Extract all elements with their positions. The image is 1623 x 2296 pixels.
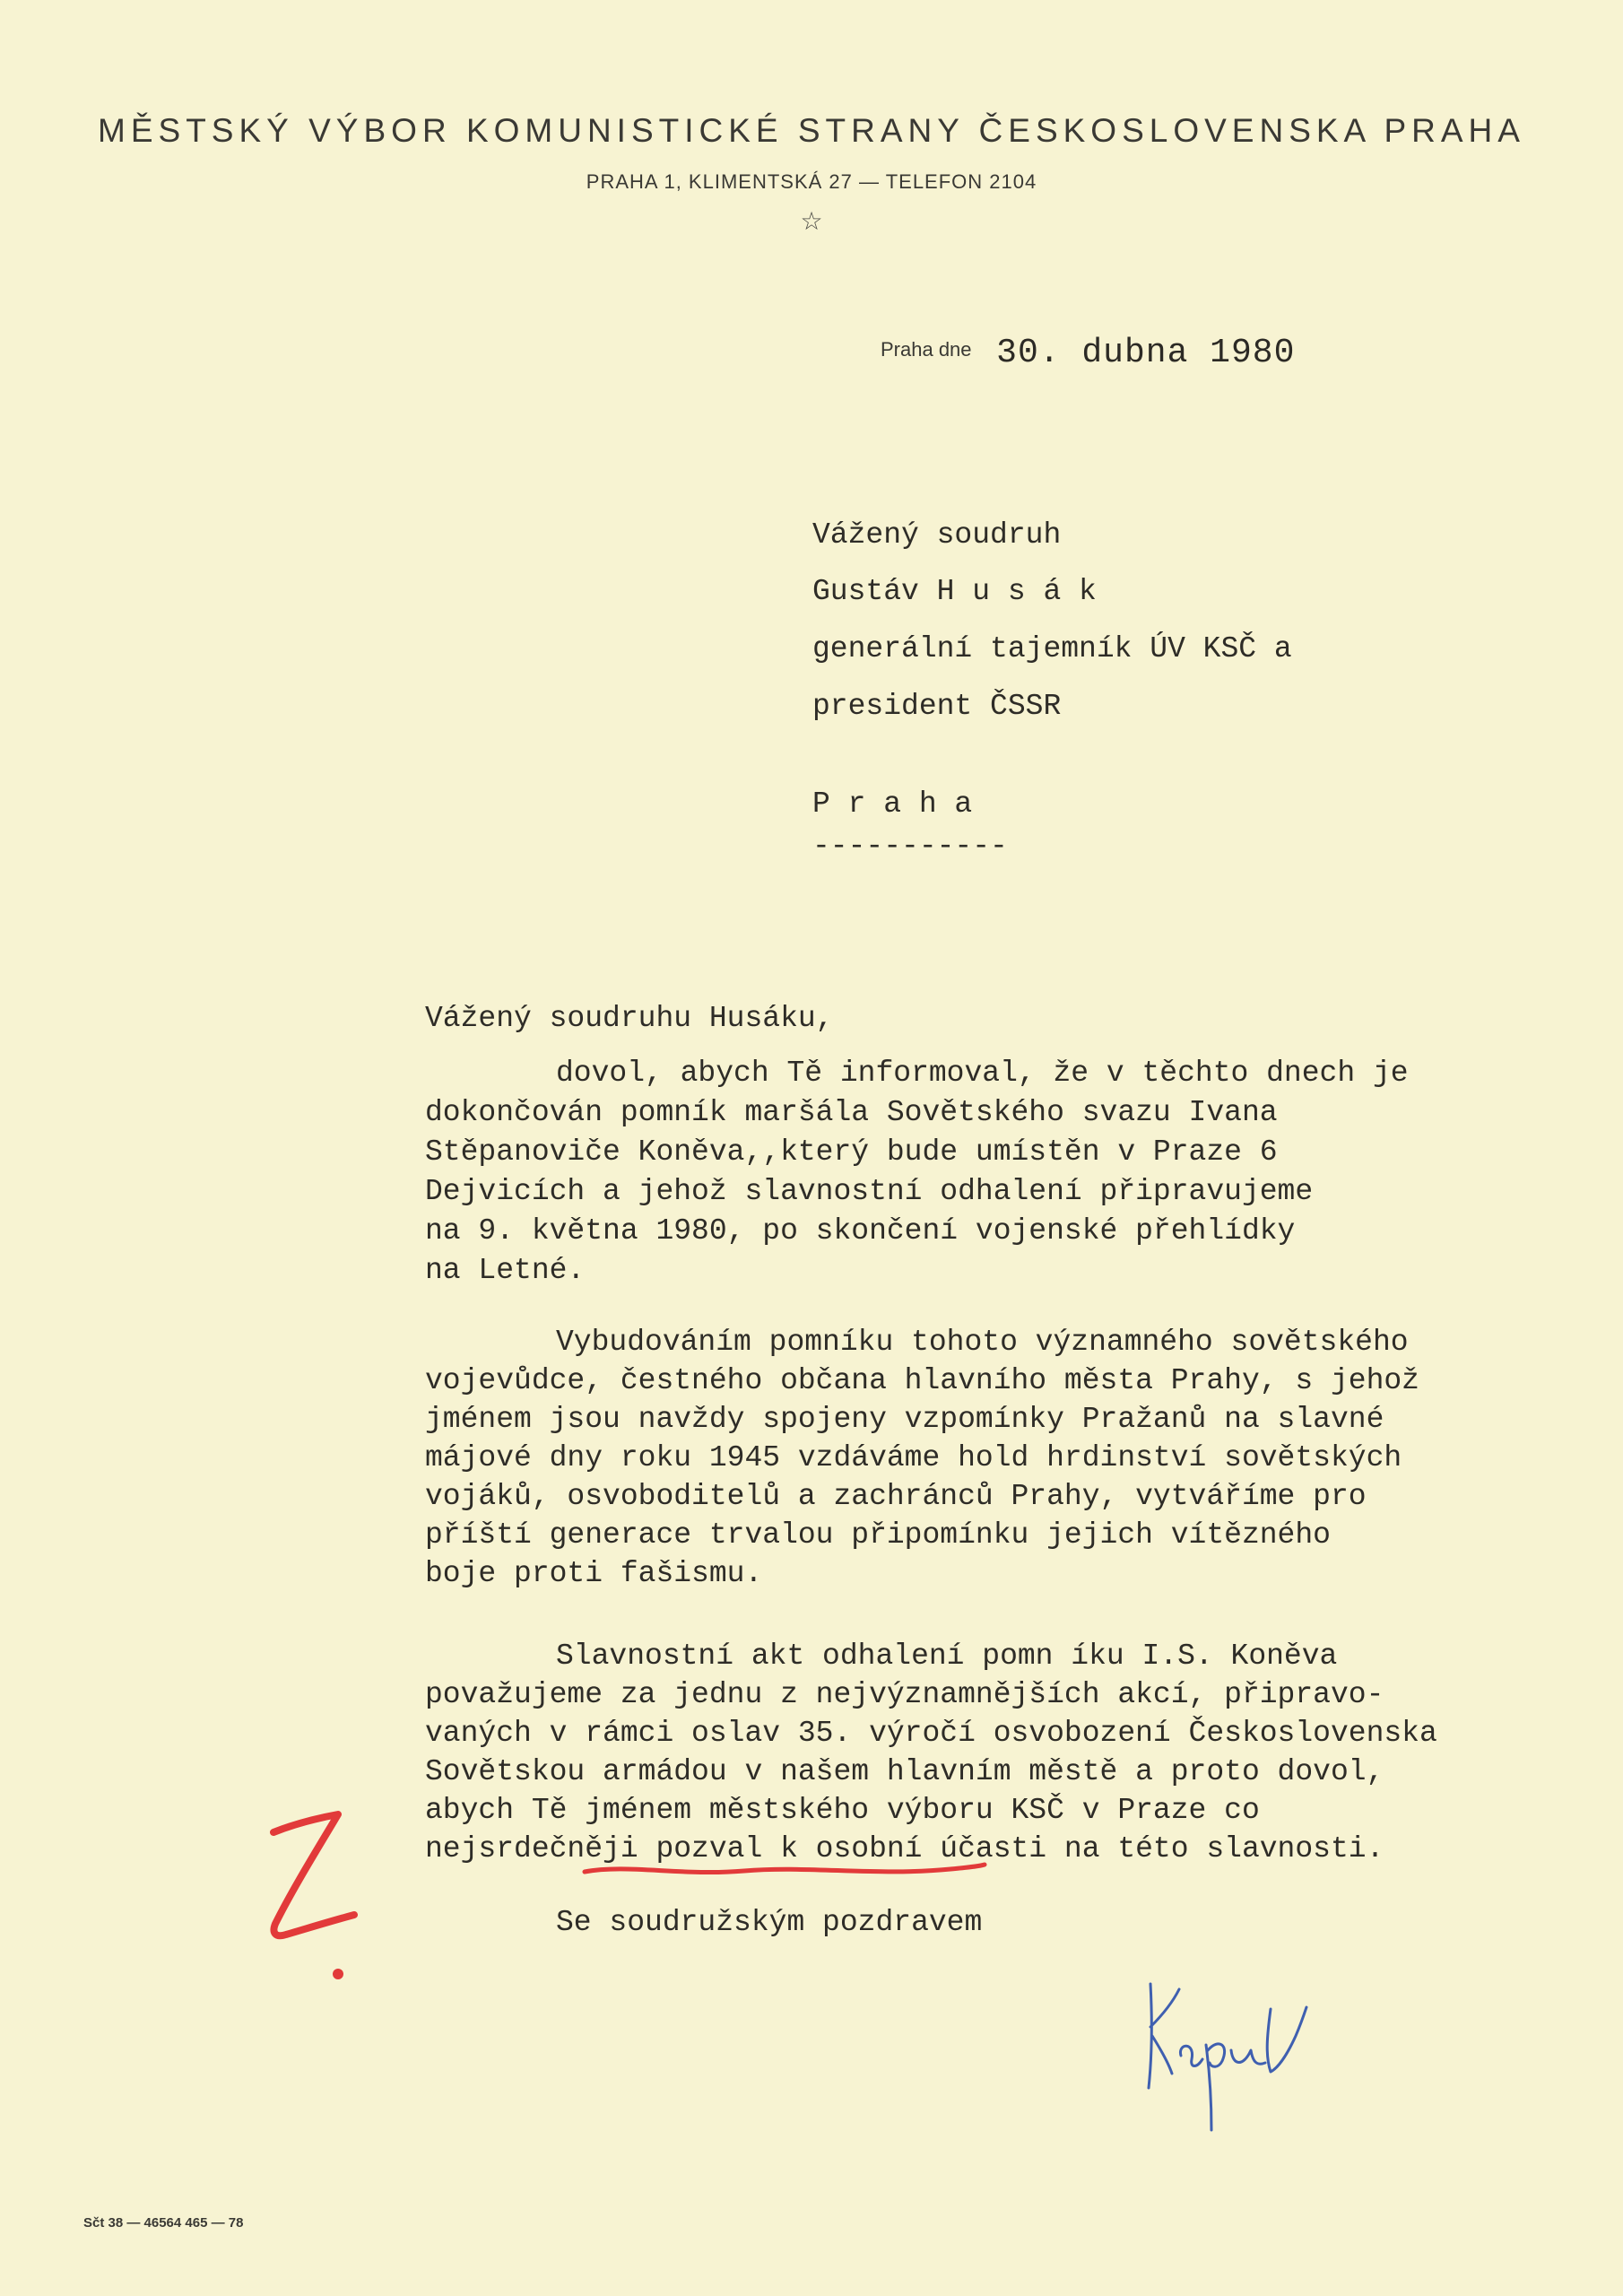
letterhead-address: PRAHA 1, KLIMENTSKÁ 27 — TELEFON 2104 — [586, 170, 1037, 193]
recipient-line: president ČSSR — [812, 690, 1062, 723]
date-value: 30. dubna 1980 — [996, 334, 1296, 372]
paragraph-1-line: Dejvicích a jehož slavnostní odhalení připravujeme — [425, 1175, 1314, 1208]
paragraph-3-line: považujeme za jednu z nejvýznamnějších akcí, připravo- — [425, 1678, 1384, 1711]
paragraph-3-line: Slavnostní akt odhalení pomn íku I.S. Koněva — [556, 1639, 1338, 1673]
recipient-underline: ----------- — [812, 830, 1008, 863]
paragraph-2-line: boje proti fašismu. — [425, 1557, 763, 1590]
date-prefix: Praha dne — [881, 338, 972, 361]
paragraph-3-line: nejsrdečněji pozval k osobní účasti na této slavnosti. — [425, 1832, 1384, 1866]
margin-z-mark — [256, 1798, 372, 1996]
paragraph-1-line: dokončován pomník maršála Sovětského svazu Ivana — [425, 1096, 1278, 1129]
paragraph-2-line: vojevůdce, čestného občana hlavního města Prahy, s jehož — [425, 1364, 1419, 1397]
salutation: Vážený soudruhu Husáku, — [425, 1002, 834, 1035]
recipient-line: Vážený soudruh — [812, 518, 1062, 552]
star-icon: ☆ — [800, 206, 823, 236]
recipient-line: Gustáv H u s á k — [812, 575, 1097, 608]
paragraph-1-line: na Letné. — [425, 1254, 586, 1287]
paragraph-2-line: májové dny roku 1945 vzdáváme hold hrdinství sovětských — [425, 1441, 1402, 1474]
signature — [1125, 1973, 1323, 2135]
paragraph-2-line: vojáků, osvoboditelů a zachránců Prahy, vytváříme pro — [425, 1480, 1367, 1513]
paragraph-2-line: příští generace trvalou připomínku jejich vítězného — [425, 1518, 1331, 1552]
recipient-line: generální tajemník ÚV KSČ a — [812, 632, 1292, 665]
paragraph-3-line: vaných v rámci oslav 35. výročí osvobození Československa — [425, 1717, 1437, 1750]
closing: Se soudružským pozdravem — [556, 1906, 983, 1939]
paragraph-2-line: jménem jsou navždy spojeny vzpomínky Pražanů na slavné — [425, 1403, 1384, 1436]
paragraph-1-line: Stěpanoviče Koněva,,který bude umístěn v Praze 6 — [425, 1135, 1278, 1169]
paragraph-2-line: Vybudováním pomníku tohoto významného sovětského — [556, 1326, 1409, 1359]
paragraph-1-line: dovol, abych Tě informoval, že v těchto dnech je — [556, 1057, 1409, 1090]
print-code: Sčt 38 — 46564 465 — 78 — [83, 2215, 244, 2231]
paragraph-3-line: abych Tě jménem městského výboru KSČ v Praze co — [425, 1794, 1260, 1827]
paragraph-3-line: Sovětskou armádou v našem hlavním městě a proto dovol, — [425, 1755, 1384, 1788]
recipient-city: P r a h a — [812, 787, 973, 821]
paragraph-1-line: na 9. května 1980, po skončení vojenské přehlídky — [425, 1214, 1296, 1248]
letterhead-organization: MĚSTSKÝ VÝBOR KOMUNISTICKÉ STRANY ČESKOSLOVENSKA PRAHA — [98, 112, 1525, 149]
